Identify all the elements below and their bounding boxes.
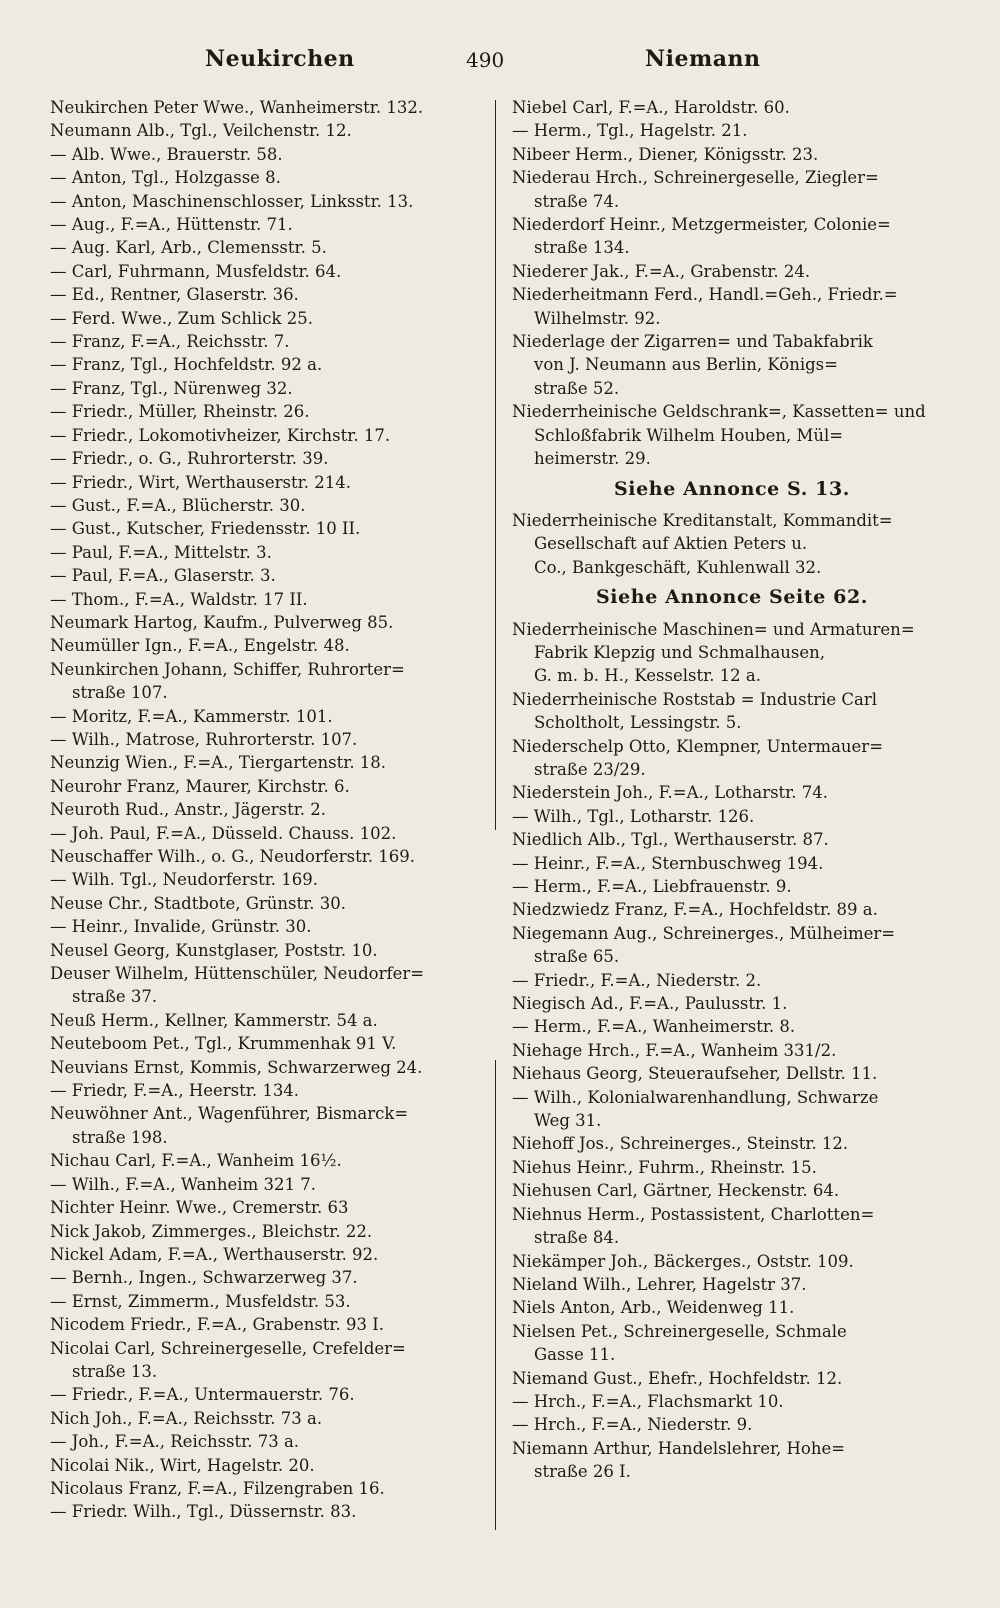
directory-entry <box>512 1437 952 1484</box>
directory-entry <box>50 751 470 774</box>
entry-line: Niederrheinische Geldschrank=, Kassetten= und <box>512 402 926 422</box>
directory-entry <box>512 119 952 142</box>
directory-entry <box>512 992 952 1015</box>
entry-continuation: straße 26 I. <box>534 1462 631 1482</box>
entry-continuation: straße 23/29. <box>534 759 646 779</box>
directory-entry <box>512 1367 952 1390</box>
entry-line: — Herm., F.=A., Wanheimerstr. 8. <box>512 1017 796 1037</box>
column-divider-upper <box>495 100 496 830</box>
directory-entry <box>512 400 952 470</box>
directory-entry <box>512 143 952 166</box>
entry-line: — Paul, F.=A., Glaserstr. 3. <box>50 566 276 586</box>
entry-line: Nichau Carl, F.=A., Wanheim 16½. <box>50 1151 342 1171</box>
entry-line: Neukirchen Peter Wwe., Wanheimerstr. 132. <box>50 98 424 117</box>
directory-entry <box>50 236 470 259</box>
left-column <box>50 96 470 1524</box>
directory-entry <box>50 1337 470 1384</box>
entry-line: Neumann Alb., Tgl., Veilchenstr. 12. <box>50 121 352 141</box>
entry-line: — Friedr., Lokomotivheizer, Kirchstr. 17. <box>50 425 391 445</box>
entry-line: — Franz, Tgl., Hochfeldstr. 92 a. <box>50 355 323 375</box>
entry-line: — Bernh., Ingen., Schwarzerweg 37. <box>50 1268 358 1288</box>
directory-entry <box>512 875 952 898</box>
entry-continuation: straße 107. <box>72 683 168 703</box>
directory-entry <box>50 611 470 634</box>
entry-line: Niehoff Jos., Schreinerges., Steinstr. 12. <box>512 1134 849 1154</box>
entry-line: — Franz, F.=A., Reichsstr. 7. <box>50 332 290 352</box>
directory-entry <box>512 1273 952 1296</box>
directory-entry <box>50 541 470 564</box>
entry-continuation: straße 74. <box>534 191 620 211</box>
directory-entry <box>50 564 470 587</box>
page-number: 490 <box>466 48 505 72</box>
entry-line: — Friedr, F.=A., Heerstr. 134. <box>50 1081 300 1101</box>
entry-line: — Herm., F.=A., Liebfrauenstr. 9. <box>512 877 792 896</box>
entry-line: Neusel Georg, Kunstglaser, Poststr. 10. <box>50 940 378 960</box>
directory-entry <box>50 1500 470 1523</box>
directory-entry <box>50 517 470 540</box>
directory-entry <box>512 618 952 688</box>
directory-entry <box>512 1320 952 1367</box>
entry-line: — Ernst, Zimmerm., Musfeldstr. 53. <box>50 1291 351 1311</box>
entry-continuation: straße 37. <box>72 987 158 1007</box>
entry-line: — Joh. Paul, F.=A., Düsseld. Chauss. 102. <box>50 823 397 843</box>
directory-entry <box>512 1015 952 1038</box>
entry-line: — Moritz, F.=A., Kammerstr. 101. <box>50 706 333 726</box>
entry-line: Niebel Carl, F.=A., Haroldstr. 60. <box>512 98 790 117</box>
entry-line: Neuwöhner Ant., Wagenführer, Bismarck= <box>50 1104 409 1124</box>
directory-entry <box>50 353 470 376</box>
entry-line: — Alb. Wwe., Brauerstr. 58. <box>50 144 283 164</box>
directory-entry <box>50 775 470 798</box>
directory-entry <box>512 1296 952 1319</box>
entry-continuation: Co., Bankgeschäft, Kuhlenwall 32. <box>534 557 822 577</box>
directory-entry <box>50 1009 470 1032</box>
directory-entry <box>512 1413 952 1436</box>
entry-line: Neuse Chr., Stadtbote, Grünstr. 30. <box>50 893 346 913</box>
entry-line: Neuschaffer Wilh., o. G., Neudorferstr. 169. <box>50 847 416 866</box>
entry-line: Niederstein Joh., F.=A., Lotharstr. 74. <box>512 783 828 803</box>
directory-entry <box>512 1203 952 1250</box>
entry-line: Niekämper Joh., Bäckerges., Oststr. 109. <box>512 1251 854 1271</box>
directory-entry <box>50 915 470 938</box>
directory-entry <box>50 424 470 447</box>
directory-entry <box>512 828 952 851</box>
entry-line: — Wilh., F.=A., Wanheim 321 7. <box>50 1174 316 1194</box>
entry-line: Nick Jakob, Zimmerges., Bleichstr. 22. <box>50 1221 373 1241</box>
entry-line: Neunzig Wien., F.=A., Tiergartenstr. 18. <box>50 753 387 773</box>
entry-continuation: Scholtholt, Lessingstr. 5. <box>534 713 742 733</box>
entry-line: Niederschelp Otto, Klempner, Untermauer= <box>512 736 884 756</box>
entry-line: Niemand Gust., Ehefr., Hochfeldstr. 12. <box>512 1368 843 1388</box>
directory-entry <box>50 213 470 236</box>
entry-line: Nielsen Pet., Schreinergeselle, Schmale <box>512 1321 847 1341</box>
entry-line: — Thom., F.=A., Waldstr. 17 II. <box>50 589 308 609</box>
entry-line: Niels Anton, Arb., Weidenweg 11. <box>512 1298 795 1318</box>
page-header <box>0 46 1000 76</box>
directory-entry <box>50 588 470 611</box>
entry-line: Neurohr Franz, Maurer, Kirchstr. 6. <box>50 776 350 796</box>
directory-entry <box>50 1266 470 1289</box>
entry-continuation: straße 13. <box>72 1361 158 1381</box>
directory-entry <box>512 1039 952 1062</box>
directory-entry <box>512 1250 952 1273</box>
entry-continuation: straße 198. <box>72 1127 168 1147</box>
directory-entry <box>512 805 952 828</box>
entry-line: Neuvians Ernst, Kommis, Schwarzerweg 24. <box>50 1057 423 1077</box>
right-column-part-a <box>512 96 952 471</box>
entry-line: Neuß Herm., Kellner, Kammerstr. 54 a. <box>50 1010 378 1030</box>
entry-line: — Wilh., Matrose, Ruhrorterstr. 107. <box>50 729 358 749</box>
entry-line: Nicodem Friedr., F.=A., Grabenstr. 93 I. <box>50 1315 384 1335</box>
entry-continuation: straße 65. <box>534 947 620 967</box>
entry-continuation: Wilhelmstr. 92. <box>534 308 661 328</box>
entry-line: Niegemann Aug., Schreinerges., Mülheimer= <box>512 923 896 943</box>
directory-entry <box>50 307 470 330</box>
directory-entry <box>512 852 952 875</box>
directory-entry <box>512 166 952 213</box>
directory-entry <box>50 962 470 1009</box>
entry-continuation: Weg 31. <box>534 1111 602 1131</box>
directory-entry <box>50 1220 470 1243</box>
directory-entry <box>512 1086 952 1133</box>
entry-line: — Franz, Tgl., Nürenweg 32. <box>50 378 293 398</box>
directory-entry <box>50 1454 470 1477</box>
entry-line: — Ferd. Wwe., Zum Schlick 25. <box>50 308 314 328</box>
directory-entry <box>50 283 470 306</box>
entry-continuation: straße 134. <box>534 238 630 258</box>
entry-line: — Heinr., Invalide, Grünstr. 30. <box>50 917 312 937</box>
entry-continuation: Gasse 11. <box>534 1345 616 1365</box>
directory-entry <box>50 1290 470 1313</box>
entry-line: Niederrheinische Kreditanstalt, Kommandit= <box>512 510 893 530</box>
entry-continuation: Fabrik Klepzig und Schmalhausen, <box>534 642 826 662</box>
entry-line: Neumüller Ign., F.=A., Engelstr. 48. <box>50 636 350 656</box>
entry-line: — Wilh., Tgl., Lotharstr. 126. <box>512 806 755 826</box>
entry-line: Neuroth Rud., Anstr., Jägerstr. 2. <box>50 800 327 820</box>
directory-entry <box>50 822 470 845</box>
header-left-keyword: Neukirchen <box>205 46 355 72</box>
entry-line: Niehaus Georg, Steueraufseher, Dellstr. 11. <box>512 1064 878 1084</box>
entry-line: Nicolai Nik., Wirt, Hagelstr. 20. <box>50 1455 315 1475</box>
right-column <box>512 96 952 1484</box>
directory-entry <box>50 143 470 166</box>
directory-entry <box>512 781 952 804</box>
entry-line: Nichter Heinr. Wwe., Cremerstr. 63 <box>50 1198 349 1218</box>
right-column-part-c <box>512 618 952 1484</box>
entry-line: Niehnus Herm., Postassistent, Charlotten= <box>512 1204 875 1224</box>
entry-line: Nibeer Herm., Diener, Königsstr. 23. <box>512 144 819 164</box>
directory-entry <box>50 400 470 423</box>
entry-line: Niemann Arthur, Handelslehrer, Hohe= <box>512 1438 846 1458</box>
directory-entry <box>50 260 470 283</box>
entry-line: Niederau Hrch., Schreinergeselle, Ziegler= <box>512 168 879 188</box>
directory-entry <box>50 634 470 657</box>
entry-line: Niegisch Ad., F.=A., Paulusstr. 1. <box>512 994 788 1014</box>
entry-line: Neunkirchen Johann, Schiffer, Ruhrorter= <box>50 659 405 679</box>
entry-line: — Heinr., F.=A., Sternbuschweg 194. <box>512 853 824 873</box>
entry-line: — Wilh., Kolonialwarenhandlung, Schwarze <box>512 1087 879 1107</box>
column-divider-lower <box>495 1060 496 1530</box>
entry-line: Niederlage der Zigarren= und Tabakfabrik <box>512 332 873 352</box>
directory-entry <box>512 213 952 260</box>
entry-line: Niederrheinische Roststab = Industrie Carl <box>512 689 877 709</box>
entry-continuation: von J. Neumann aus Berlin, Königs= <box>534 355 838 375</box>
entry-line: — Friedr., Müller, Rheinstr. 26. <box>50 402 310 422</box>
right-column-part-b <box>512 509 952 579</box>
directory-entry <box>50 166 470 189</box>
directory-entry <box>50 1079 470 1102</box>
entry-continuation: heimerstr. 29. <box>534 449 651 469</box>
directory-entry <box>512 260 952 283</box>
entry-continuation: Gesellschaft auf Aktien Peters u. <box>534 534 808 554</box>
entry-line: Niedlich Alb., Tgl., Werthauserstr. 87. <box>512 830 829 850</box>
directory-entry <box>50 798 470 821</box>
entry-line: — Friedr. Wilh., Tgl., Düssernstr. 83. <box>50 1502 357 1522</box>
entry-line: Deuser Wilhelm, Hüttenschüler, Neudorfer= <box>50 964 425 984</box>
directory-entry <box>50 939 470 962</box>
entry-continuation: G. m. b. H., Kesselstr. 12 a. <box>534 666 762 686</box>
directory-entry <box>512 969 952 992</box>
entry-line: — Friedr., F.=A., Niederstr. 2. <box>512 970 762 990</box>
directory-entry <box>512 330 952 400</box>
directory-entry <box>512 283 952 330</box>
entry-line: Nieland Wilh., Lehrer, Hagelstr 37. <box>512 1274 807 1294</box>
directory-entry <box>50 119 470 142</box>
entry-line: Niederer Jak., F.=A., Grabenstr. 24. <box>512 261 811 281</box>
directory-entry <box>512 1156 952 1179</box>
entry-line: Nicolai Carl, Schreinergeselle, Crefelder= <box>50 1338 406 1358</box>
entry-line: Niehage Hrch., F.=A., Wanheim 331/2. <box>512 1040 837 1060</box>
directory-entry <box>512 1390 952 1413</box>
entry-line: — Herm., Tgl., Hagelstr. 21. <box>512 121 748 141</box>
directory-entry <box>50 377 470 400</box>
entry-line: Neumark Hartog, Kaufm., Pulverweg 85. <box>50 612 394 632</box>
entry-line: — Wilh. Tgl., Neudorferstr. 169. <box>50 870 319 890</box>
entry-line: — Hrch., F.=A., Flachsmarkt 10. <box>512 1391 784 1411</box>
directory-entry <box>50 845 470 868</box>
directory-entry <box>50 1056 470 1079</box>
entry-line: — Friedr., Wirt, Werthauserstr. 214. <box>50 472 351 492</box>
entry-line: Niehusen Carl, Gärtner, Heckenstr. 64. <box>512 1181 840 1201</box>
entry-line: Nickel Adam, F.=A., Werthauserstr. 92. <box>50 1244 379 1264</box>
entry-continuation: Schloßfabrik Wilhelm Houben, Mül= <box>534 425 844 445</box>
entry-line: Niederrheinische Maschinen= und Armaturen= <box>512 619 915 639</box>
header-right-keyword: Niemann <box>645 46 761 72</box>
directory-entry <box>512 96 952 119</box>
directory-entry <box>50 1149 470 1172</box>
directory-entry <box>50 1243 470 1266</box>
directory-entry <box>50 1383 470 1406</box>
directory-entry <box>50 1102 470 1149</box>
entry-line: — Anton, Maschinenschlosser, Linksstr. 13. <box>50 191 414 211</box>
directory-entry <box>512 1132 952 1155</box>
entry-line: — Carl, Fuhrmann, Musfeldstr. 64. <box>50 261 342 281</box>
directory-entry <box>50 447 470 470</box>
entry-line: — Friedr., F.=A., Untermauerstr. 76. <box>50 1385 355 1405</box>
entry-line: Nicolaus Franz, F.=A., Filzengraben 16. <box>50 1478 385 1498</box>
entry-line: Nich Joh., F.=A., Reichsstr. 73 a. <box>50 1408 323 1428</box>
entry-line: — Aug., F.=A., Hüttenstr. 71. <box>50 215 293 235</box>
entry-line: — Ed., Rentner, Glaserstr. 36. <box>50 285 299 305</box>
annonce-reference-2: Siehe Annonce Seite 62. <box>595 586 869 609</box>
directory-entry <box>50 190 470 213</box>
directory-entry <box>512 688 952 735</box>
entry-line: — Gust., F.=A., Blücherstr. 30. <box>50 495 306 515</box>
directory-entry <box>50 728 470 751</box>
directory-entry <box>50 1032 470 1055</box>
entry-line: — Aug. Karl, Arb., Clemensstr. 5. <box>50 238 327 258</box>
entry-line: Niederdorf Heinr., Metzgermeister, Colonie= <box>512 215 891 235</box>
directory-entry <box>512 735 952 782</box>
entry-continuation: straße 52. <box>534 378 620 398</box>
directory-entry <box>50 1430 470 1453</box>
directory-entry <box>50 471 470 494</box>
entry-continuation: straße 84. <box>534 1228 620 1248</box>
directory-entry <box>512 509 952 579</box>
entry-line: Niehus Heinr., Fuhrm., Rheinstr. 15. <box>512 1157 817 1177</box>
entry-line: — Hrch., F.=A., Niederstr. 9. <box>512 1415 753 1435</box>
directory-entry <box>50 330 470 353</box>
directory-entry <box>50 494 470 517</box>
entry-line: — Friedr., o. G., Ruhrorterstr. 39. <box>50 449 329 469</box>
directory-entry <box>50 868 470 891</box>
entry-line: Neuteboom Pet., Tgl., Krummenhak 91 V. <box>50 1034 397 1054</box>
directory-entry <box>50 705 470 728</box>
directory-entry <box>50 1477 470 1500</box>
directory-entry <box>50 96 470 119</box>
directory-entry <box>512 1179 952 1202</box>
directory-entry <box>50 892 470 915</box>
annonce-reference-1: Siehe Annonce S. 13. <box>613 477 850 500</box>
directory-entry <box>512 1062 952 1085</box>
entry-line: — Gust., Kutscher, Friedensstr. 10 II. <box>50 519 361 539</box>
entry-line: Niederheitmann Ferd., Handl.=Geh., Friedr.= <box>512 285 898 305</box>
directory-entry <box>512 898 952 921</box>
entry-line: — Anton, Tgl., Holzgasse 8. <box>50 168 281 188</box>
directory-entry <box>50 1173 470 1196</box>
entry-line: — Joh., F.=A., Reichsstr. 73 a. <box>50 1432 300 1452</box>
directory-entry <box>50 658 470 705</box>
entry-line: Niedzwiedz Franz, F.=A., Hochfeldstr. 89 a. <box>512 900 878 920</box>
directory-entry <box>50 1313 470 1336</box>
directory-entry <box>50 1196 470 1219</box>
directory-entry <box>512 922 952 969</box>
directory-entry <box>50 1407 470 1430</box>
entry-line: — Paul, F.=A., Mittelstr. 3. <box>50 542 272 562</box>
